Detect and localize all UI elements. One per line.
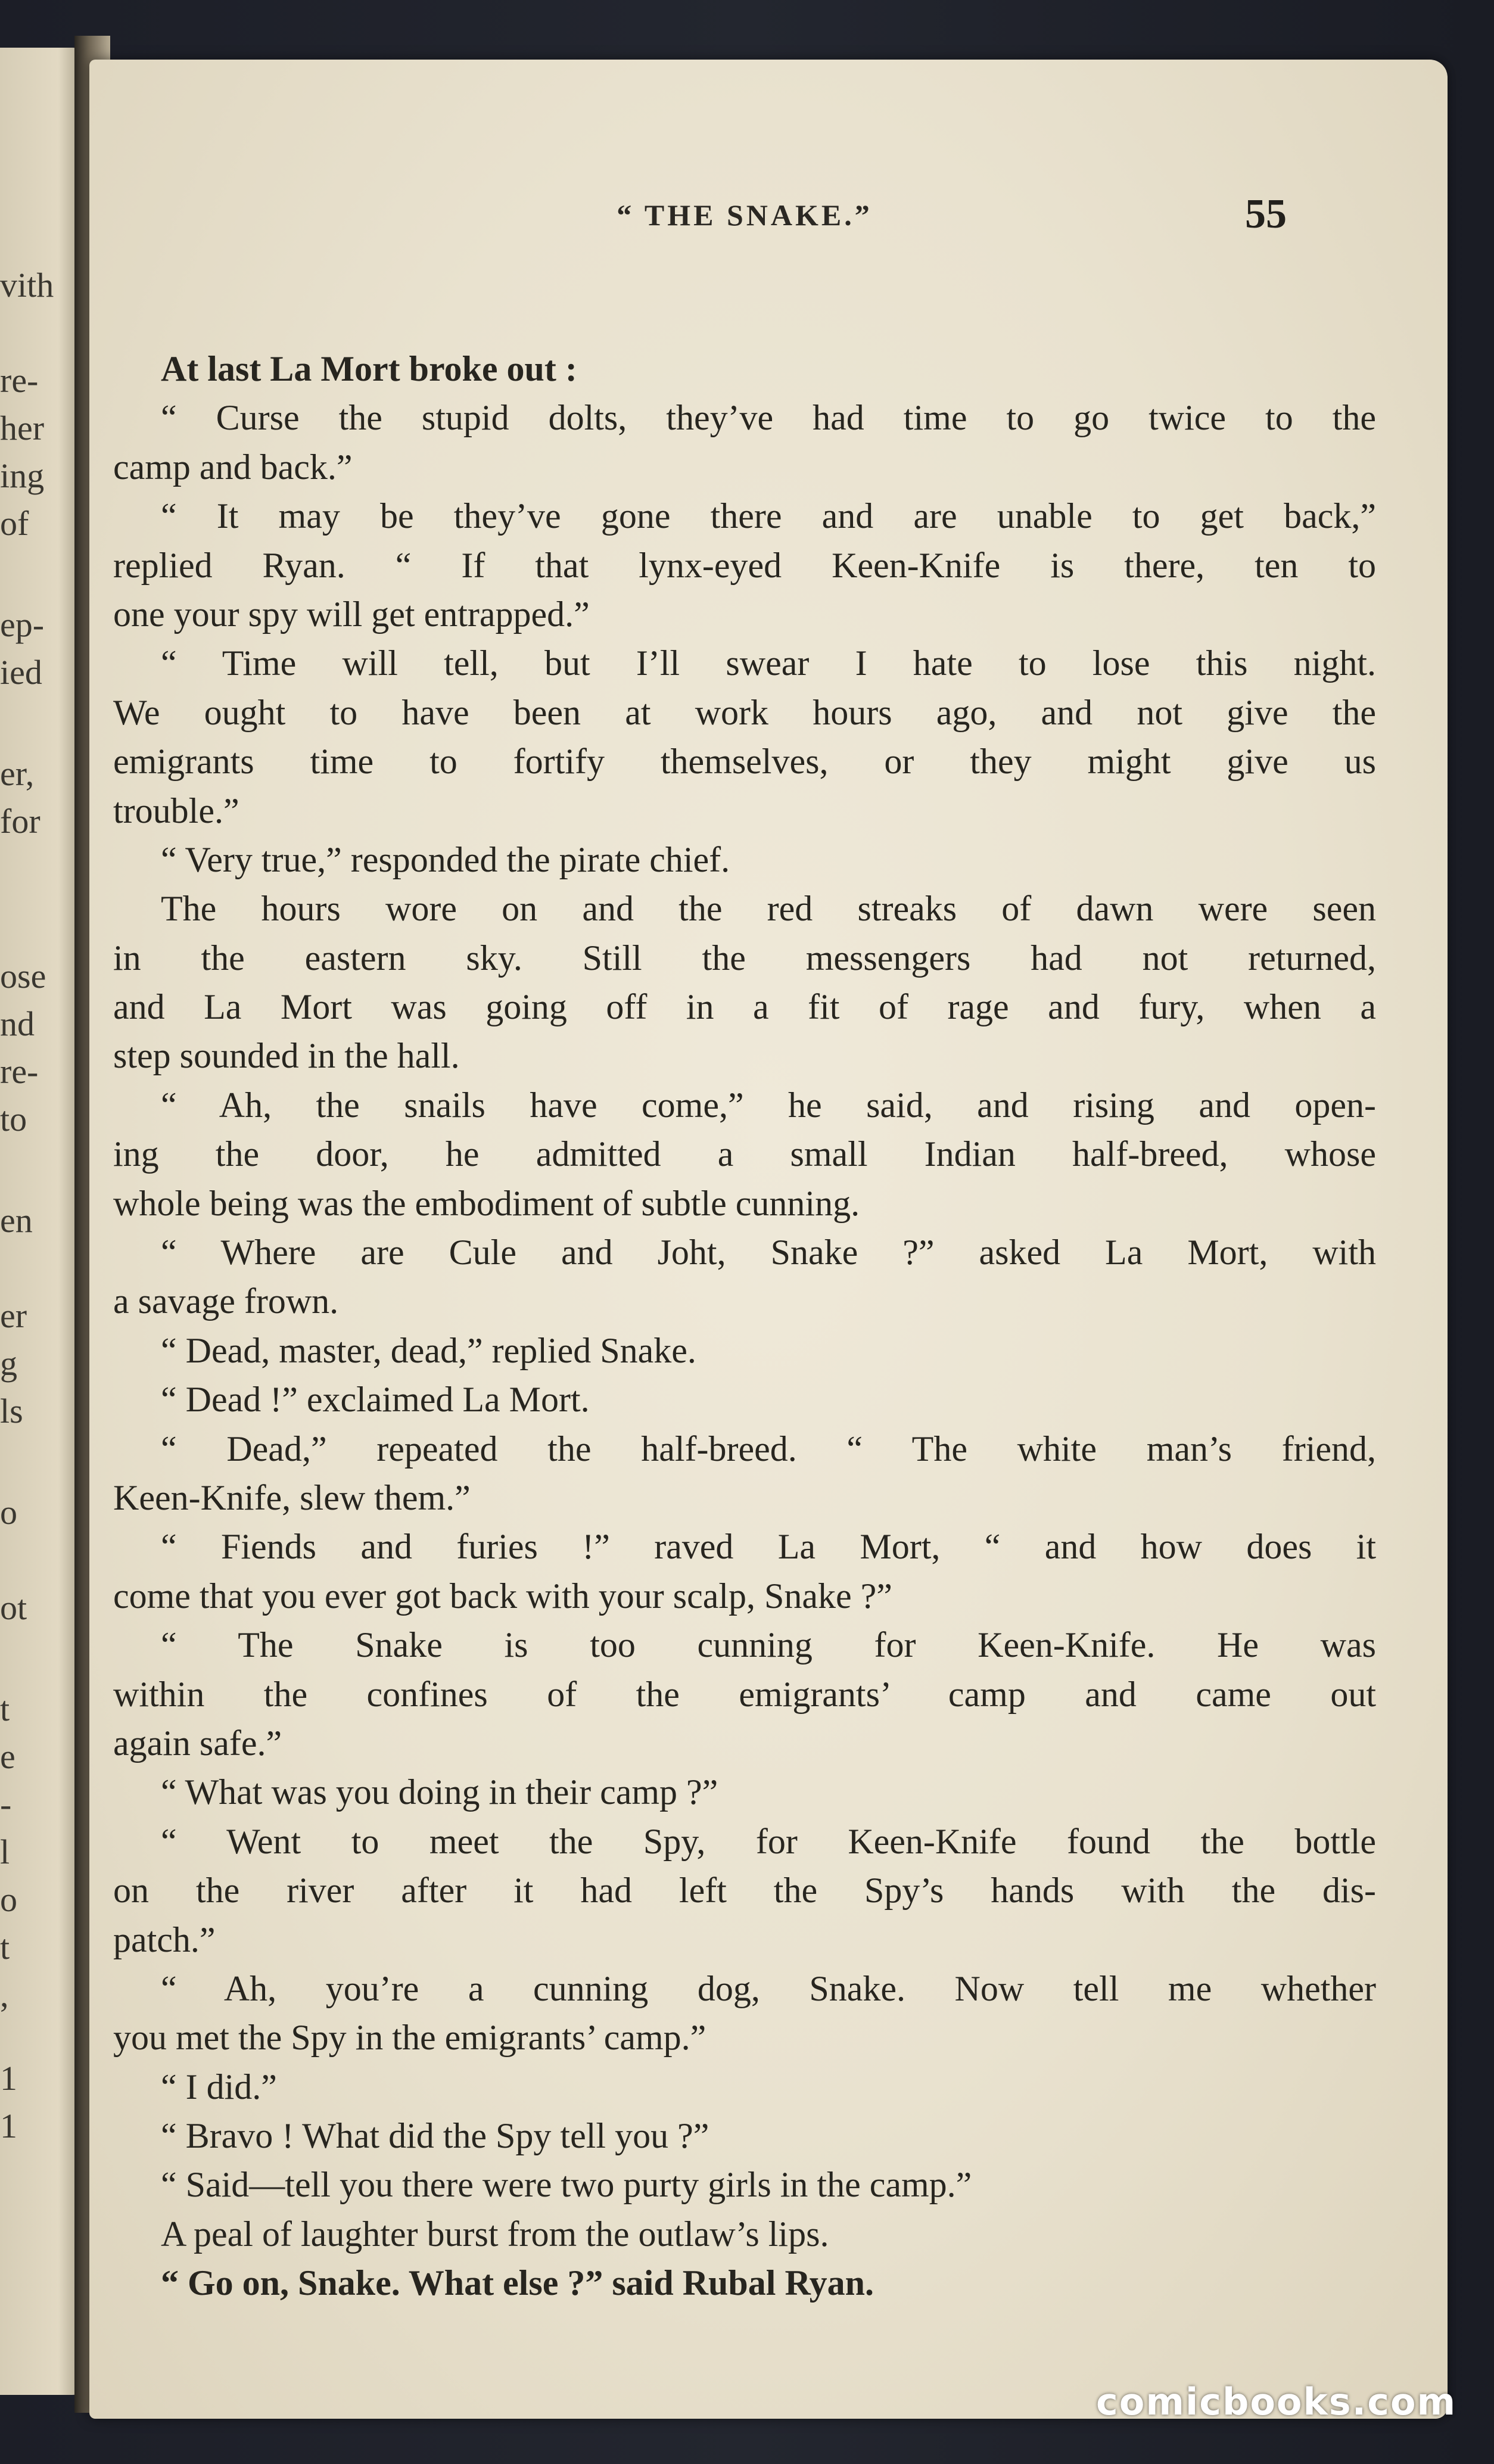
text-line: The hours wore on and the red streaks of dawn were seen [161,889,1376,929]
text-line: “ It may be they’ve gone there and are unable to get back,” [161,496,1376,536]
text-line: “ Time will tell, but I’ll swear I hate to lose this night. [161,643,1376,683]
previous-page-text-fragment: ose [0,957,46,995]
text-line: and La Mort was going off in a fit of rage and fury, when a [113,987,1376,1027]
text-line: within the confines of the emigrants’ camp and came out [113,1674,1376,1714]
previous-page-text-fragment: of [0,504,29,543]
text-line: replied Ryan. “ If that lynx-eyed Keen-Knife is there, ten to [113,545,1376,585]
text-line: We ought to have been at work hours ago, and not give the [113,692,1376,732]
text-line: “ Said—tell you there were two purty girls in the camp.” [161,2165,972,2205]
previous-page-text-fragment: er, [0,754,35,793]
text-line: you met the Spy in the emigrants’ camp.” [113,2018,706,2058]
previous-page-text-fragment: g [0,1344,17,1383]
text-line: “ Curse the stupid dolts, they’ve had time to go twice to the [161,398,1376,438]
text-line: trouble.” [113,791,239,830]
text-line: “ Dead !” exclaimed La Mort. [161,1380,590,1420]
previous-page-text-fragment: vith [0,266,54,304]
previous-page-text-fragment: nd [0,1004,35,1043]
text-line: “ Very true,” responded the pirate chief. [161,839,730,879]
book-page [89,60,1448,2419]
running-head: “ THE SNAKE.” [617,198,873,232]
text-line: again safe.” [113,1723,282,1763]
text-line: “ Dead,” repeated the half-breed. “ The white man’s friend, [161,1429,1376,1469]
text-line: “ The Snake is too cunning for Keen-Knife. He was [161,1625,1376,1665]
text-line: “ What was you doing in their camp ?” [161,1772,718,1812]
previous-page-text-fragment: t [0,1690,10,1728]
previous-page-text-fragment: t [0,1928,10,1967]
body-text [113,344,1376,2308]
text-line: step sounded in the hall. [113,1036,460,1076]
previous-page-text-fragment: to [0,1100,27,1138]
text-line: “ Fiends and furies !” raved La Mort, “ and how does it [161,1527,1376,1567]
text-line: in the eastern sky. Still the messengers had not returned, [113,938,1376,978]
previous-page-text-fragment: her [0,409,45,447]
previous-page-text-fragment: o [0,1880,17,1919]
text-line: emigrants time to fortify themselves, or they might give us [113,742,1376,782]
text-line: “ Went to meet the Spy, for Keen-Knife found the bottle [161,1821,1376,1861]
previous-page-text-fragment: re- [0,361,39,400]
text-line: “ I did.” [161,2067,277,2107]
previous-page-text-fragment: 1 [0,2059,17,2098]
text-line: patch.” [113,1919,216,1959]
text-line: a savage frown. [113,1281,339,1321]
previous-page-text-fragment: l [0,1833,10,1871]
previous-page-text-fragment: - [0,1785,12,1824]
text-line: “ Ah, you’re a cunning dog, Snake. Now tell me whether [161,1968,1376,2008]
previous-page-text-fragment: for [0,802,41,841]
text-line: camp and back.” [113,447,353,487]
watermark-text: comicbooks.com [1096,2380,1457,2423]
previous-page-edge [0,48,83,2395]
text-line: ing the door, he admitted a small Indian half-breed, whose [113,1134,1376,1174]
text-line: whole being was the embodiment of subtle cunning. [113,1183,860,1223]
previous-page-text-fragment: ing [0,456,45,495]
text-line: on the river after it had left the Spy’s hands with the dis- [113,1871,1376,1911]
previous-page-text-fragment: er [0,1296,27,1335]
text-line: one your spy will get entrapped.” [113,594,590,634]
previous-page-text-fragment: e [0,1737,15,1776]
previous-page-text-fragment: ls [0,1392,23,1430]
previous-page-text-fragment: ied [0,653,42,692]
text-line: “ Ah, the snails have come,” he said, and rising and open- [161,1085,1376,1125]
text-line: A peal of laughter burst from the outlaw’s lips. [161,2214,829,2254]
text-line: “ Go on, Snake. What else ?” said Rubal Ryan. [161,2263,874,2303]
previous-page-text-fragment: ep- [0,605,45,644]
page-content [113,60,1376,2383]
previous-page-text-fragment: re- [0,1052,39,1091]
text-line: At last La Mort broke out : [161,349,577,388]
page-number: 55 [1245,191,1287,237]
text-line: come that you ever got back with your scalp, Snake ?” [113,1576,892,1616]
previous-page-text-fragment: ot [0,1588,27,1627]
previous-page-text-fragment: o [0,1493,17,1532]
text-line: “ Where are Cule and Joht, Snake ?” asked La Mort, with [161,1233,1376,1273]
text-line: “ Bravo ! What did the Spy tell you ?” [161,2116,709,2156]
text-line: “ Dead, master, dead,” replied Snake. [161,1330,696,1370]
previous-page-text-fragment: 1 [0,2107,17,2145]
previous-page-text-fragment: , [0,1975,9,2014]
previous-page-text-fragment: en [0,1201,33,1240]
text-line: Keen-Knife, slew them.” [113,1477,471,1517]
